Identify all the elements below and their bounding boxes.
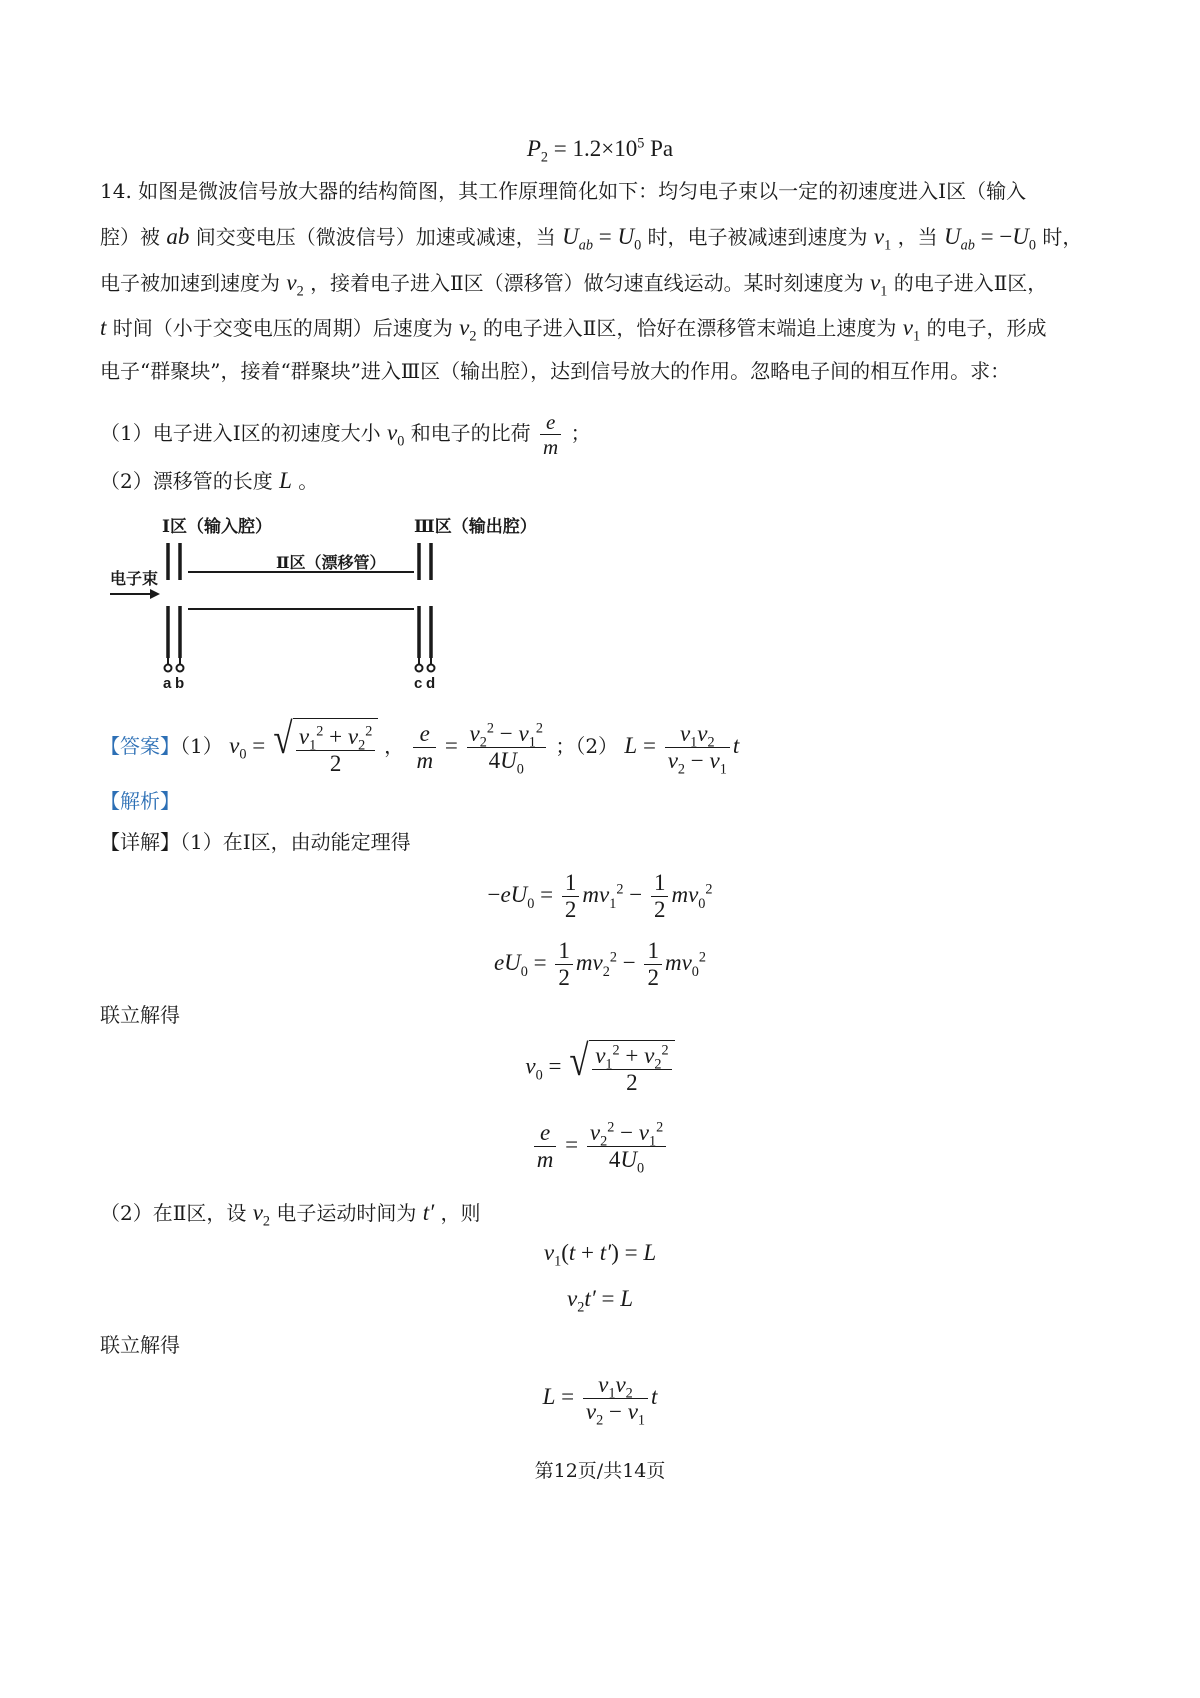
- question-line-1: [100, 176, 1026, 206]
- equation-v0: $v_0$ = √ $\frac{v_1^2 + v_2^2}{2}$: [0, 1040, 1200, 1097]
- terminal-a: [165, 665, 172, 672]
- terminal-c: [416, 665, 423, 672]
- label-region-2: Ⅱ区（漂移管）: [276, 553, 386, 572]
- question-text-1: 如图是微波信号放大器的结构简图，其工作原理简化如下：均匀电子束以一定的初速度进入Ⅰ区（输入: [138, 179, 1027, 203]
- page-footer: 第12页/共14页: [534, 1460, 666, 1482]
- terminal-d: [428, 665, 435, 672]
- combine-text-1: 联立解得: [100, 1003, 180, 1027]
- equation-L: L = $\frac{v_1v_2}{v_2 - v_1}$ t: [542, 1372, 658, 1430]
- amplifier-figure: [108, 508, 548, 698]
- combine-text-2: 联立解得: [100, 1333, 180, 1357]
- answer-line: 【答案】（1） $v_0$ = √ $\frac{v_1^2 + v_2^2}{2}$ ， $\frac{e}{m}$ = $\frac{v_2^2 - v_1^2}{4U_0}$ ；（2） L = $\frac{v_1v_2}{v_2 - v_1}$ t: [100, 715, 740, 778]
- label-electron-beam: 电子束: [110, 569, 159, 588]
- question-line-4: t 时间（小于交变电压的周期）后速度为 $v_2$ 的电子进入Ⅱ区，恰好在漂移管末端追上速度为 $v_1$ 的电子，形成: [100, 315, 1047, 345]
- detail-line: 【详解】（1）在Ⅰ区，由动能定理得: [100, 830, 411, 854]
- question-line-2: 腔）被 ab 间交变电压（微波信号）加速或减速，当 $U_{ab} = U_0$ 时，电子被减速到速度为 $v_1$ ，当 $U_{ab} = -U_0$ 时，: [100, 224, 1083, 254]
- terminal-label-a: a: [163, 675, 172, 692]
- terminal-label-c: c: [414, 675, 423, 692]
- question-line-3: 电子被加速到速度为 $v_2$ ，接着电子进入Ⅱ区（漂移管）做匀速直线运动。某时刻速度为 $v_1$ 的电子进入Ⅱ区，: [100, 270, 1048, 300]
- equation-1: $-eU_0$ = $\frac{1}{2}$ $mv_1^2$ − $\frac{1}{2}$ $mv_0^2$: [487, 870, 713, 923]
- sub-question-2: （2）漂移管的长度 L 。: [100, 468, 319, 493]
- beam-arrow-head: [150, 589, 160, 599]
- detail-tag: 【详解】: [100, 830, 180, 854]
- question-number: 14.: [100, 179, 132, 203]
- part2-intro: （2）在Ⅱ区，设 $v_2$ 电子运动时间为 t′ ，则: [100, 1200, 481, 1230]
- equation-2: $eU_0$ = $\frac{1}{2}$ $mv_2^2$ − $\frac{1}{2}$ $mv_0^2$: [493, 938, 707, 991]
- terminal-label-b: b: [175, 675, 185, 692]
- terminal-label-d: d: [426, 675, 436, 692]
- answer-tag: 【答案】: [100, 734, 180, 759]
- label-region-3: Ⅲ区（输出腔）: [414, 517, 537, 537]
- equation-3: $v_1(t + t') = L$: [543, 1240, 657, 1270]
- question-line-5: 电子“群聚块”，接着“群聚块”进入Ⅲ区（输出腔），达到信号放大的作用。忽略电子间的相互作用。求：: [100, 359, 1011, 383]
- sub-question-1: （1）电子进入Ⅰ区的初速度大小 $v_0$ 和电子的比荷 $\frac{e}{m}$ ；: [100, 410, 591, 460]
- analysis-tag: 【解析】: [100, 789, 180, 813]
- terminal-b: [177, 665, 184, 672]
- top-equation: $P_2 = 1.2\times 10^5$ Pa: [526, 135, 674, 166]
- equation-e-over-m: $\frac{e}{m}$ = $\frac{v_2^2 - v_1^2}{4U_0}$: [0, 1120, 1200, 1174]
- equation-4: $v_2t' = L$: [566, 1286, 634, 1316]
- label-region-1: Ⅰ区（输入腔）: [162, 517, 272, 537]
